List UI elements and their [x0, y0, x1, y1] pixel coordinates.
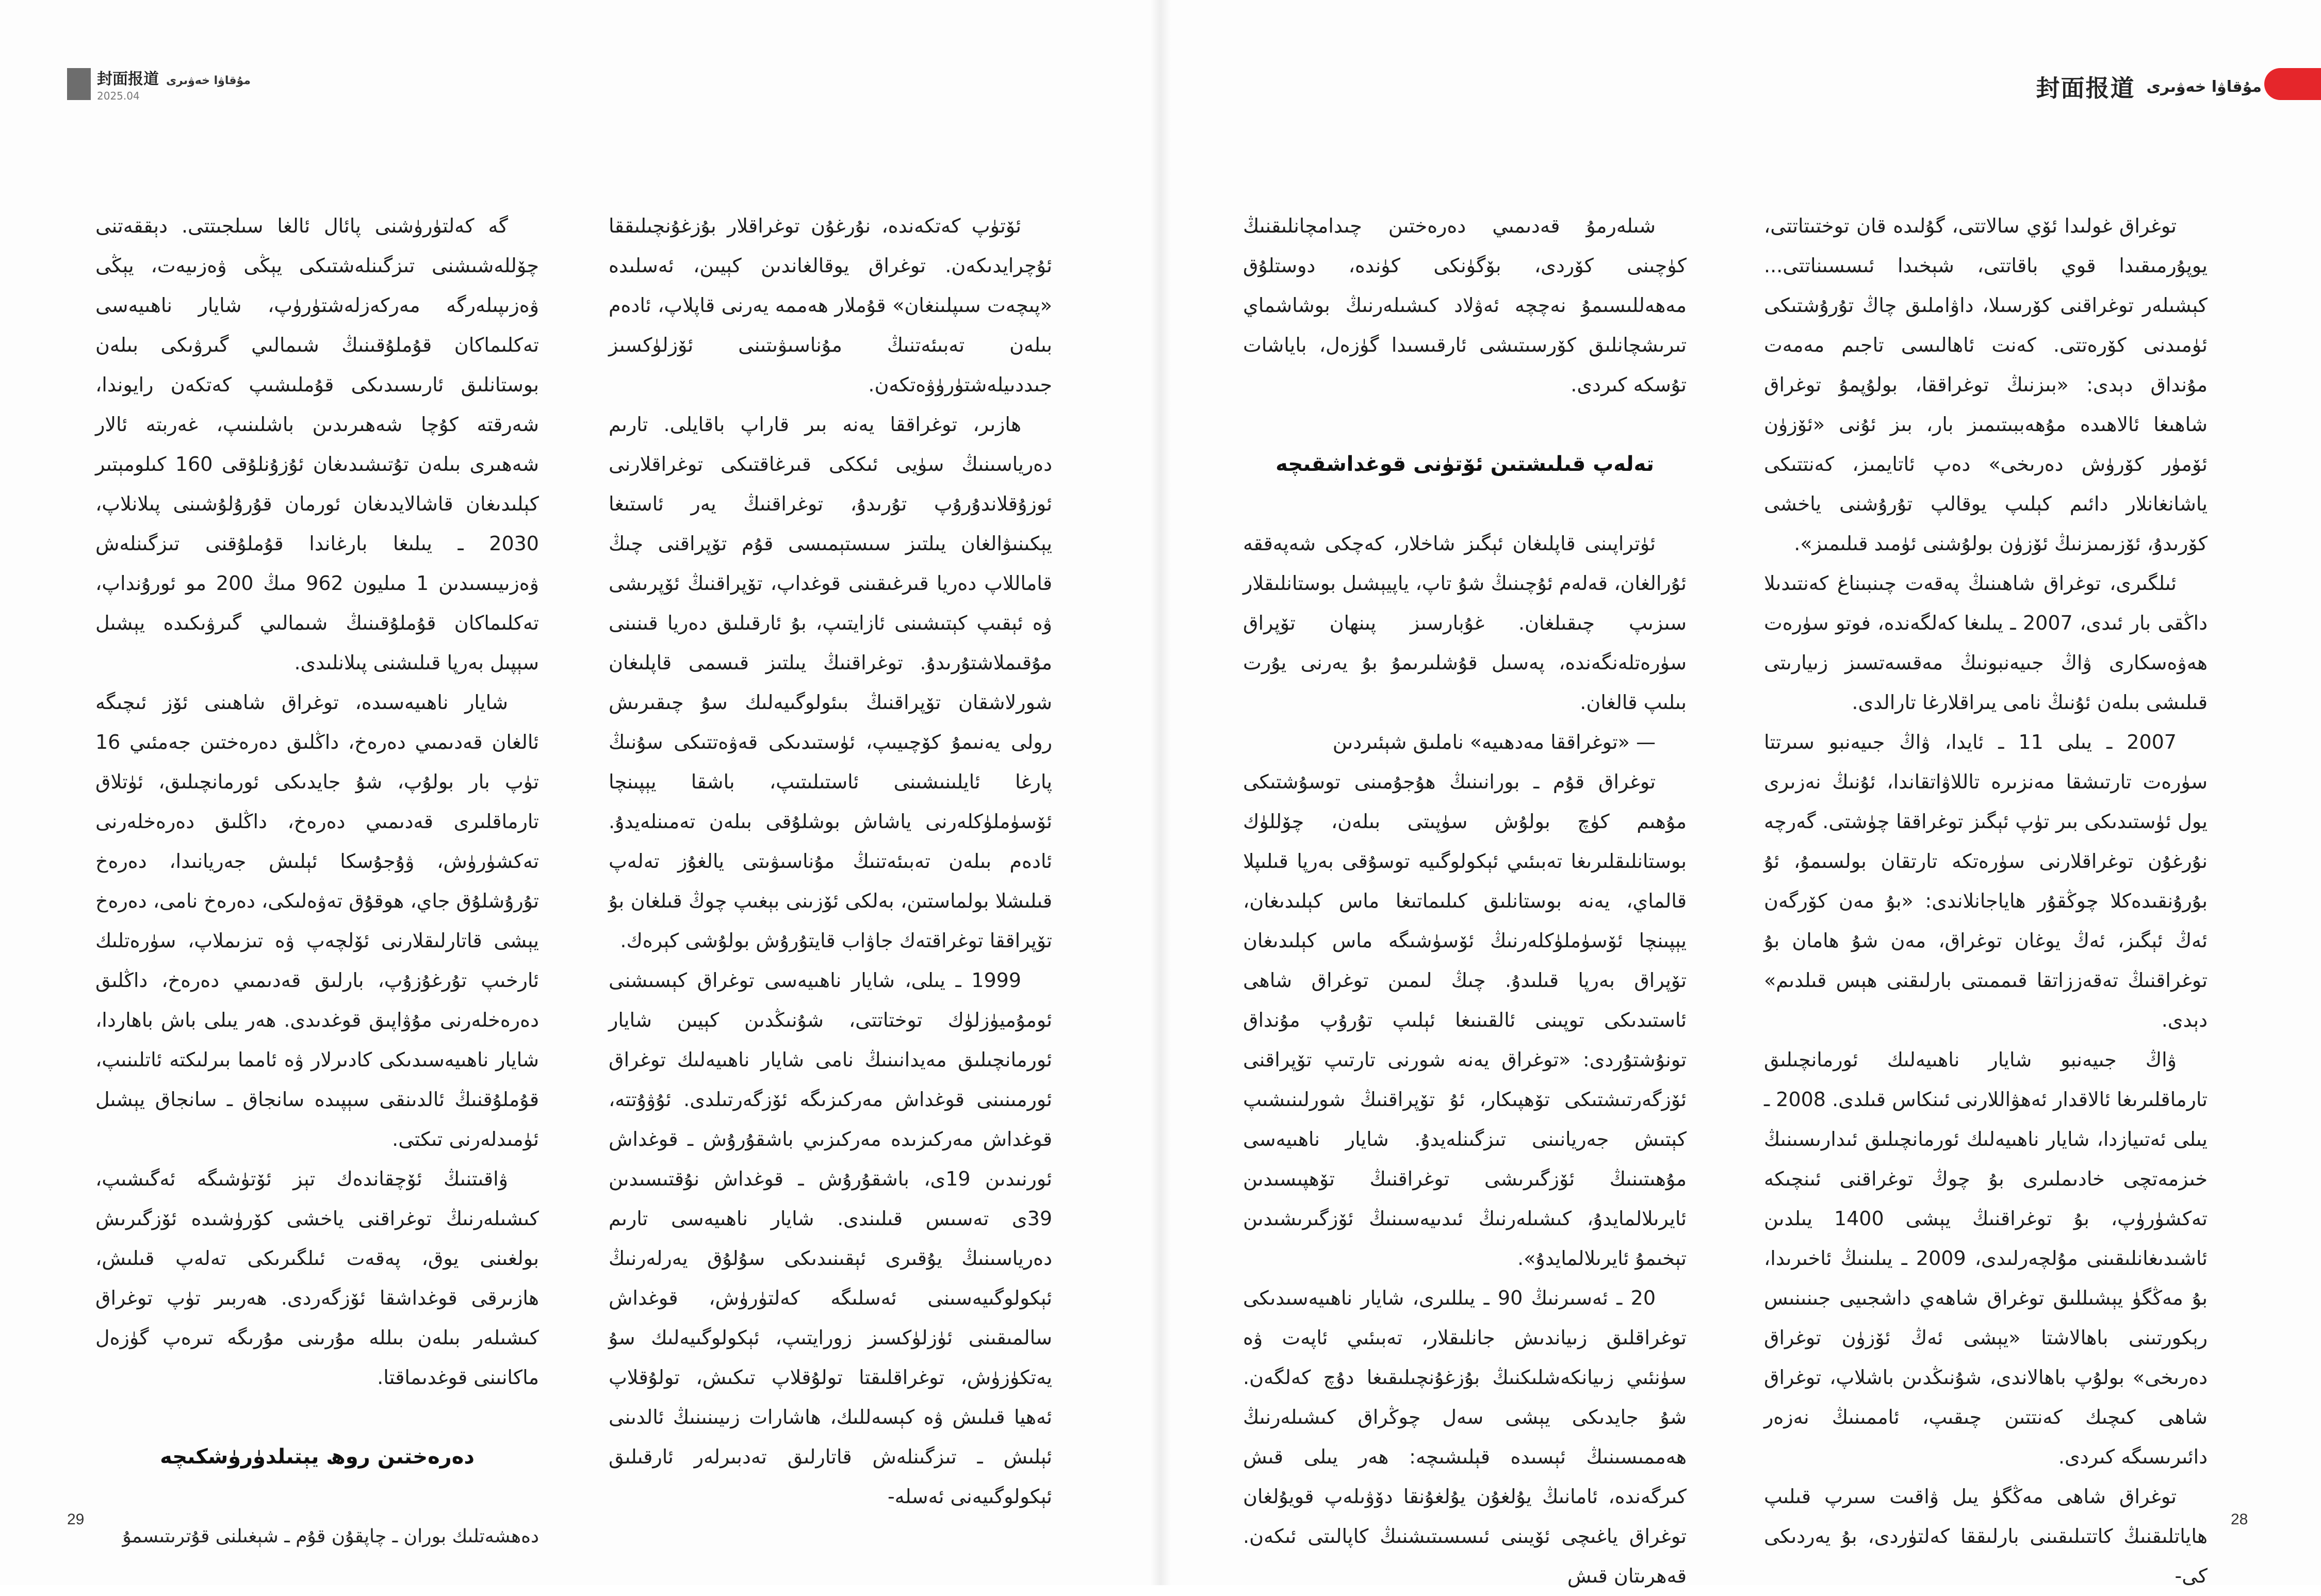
- paragraph: ۋاقىتنىڭ ئۆچقاندەك تېز ئۆتۈشىگە ئەگىشىپ، كىشىلەرنىڭ توغراقنى ياخشى كۆرۈشىدە ئۆزگىرىش بولغىنى يوق، پەقەت ئىلگىرىكى تەلەپ قىلىش، ھازىرقى قوغداشقا ئۆزگەردى. ھەربىر تۈپ توغراق كىشىلەر بىلەن بىللە مۇرىنى مۇرىگە تىرەپ گۈزەل ماكانىنى قوغدىماقتا.: [95, 1167, 539, 1389]
- epigraph-line: دەھشەتلىك بوران ـ چاپقۇن قۇم ـ شېغىلنى قۇترىتىسمۇ: [122, 1526, 539, 1547]
- section-heading: دەرەختىن روھ يېتىلدۈرۈشكىچە: [160, 1445, 475, 1469]
- paragraph: 20 ـ ئەسىرنىڭ 90 ـ يىللىرى، شايار ناھىيەسىدىكى توغراقلىق زىياندىش جانلىقلار، تەبىئىي ئاپەت ۋە سۈنئىي زىيانكەشلىكنىڭ بۇزغۇنچىلىقىغا دۇچ كەلگەن. شۇ جايدىكى يېشى سەل چوڭراق كىشىلەرنىڭ ھەممىسىنىڭ ئېسىدە قېلىشىچە: ھەر يىلى قىش كىرگەندە، ئامانىڭ يۇلغۇن يۇلغۇنقا دۆۋىلەپ قويۇلغان توغراق ياغىچى ئۆيىنى ئىسسىتىشنىڭ كاپالىتى ئىكەن. قەھرىتان قىش: [1243, 1287, 1687, 1587]
- section-heading: تەلەپ قىلىشتىن ئۆتۈنى قوغداشقىچە: [1276, 452, 1654, 476]
- left-header-row: [97, 66, 251, 89]
- paragraph: توغراق شاھى مەڭگۈ يىل ۋاقىت سىرپ قىلىپ ھاياتلىقنىڭ كاتتىلىقىنى بارلىققا كەلتۈردى، بۇ يەردىكى كى-: [1764, 1485, 2208, 1587]
- page-number-right: 28: [2231, 1511, 2248, 1528]
- paragraph: توغراق قۇم ـ بورانىنىڭ ھۇجۇمىنى توسۇشتىكى مۇھىم كۈچ بولۇش سۈپىتى بىلەن، چۆللۈك بوستانلىقلىرىغا تەبىئىي ئېكولوگىيە توسۇقى بەرپا قىلىپلا قالماي، يەنە بوستانلىق كىلىماتىغا ماس كېلىدىغان، يېپىنچا ئۆسۈملۈكلەرنىڭ ئۆسۈشىگە ماس كېلىدىغان تۆپراق بەرپا قىلىدۇ. چىڭ لىمىن توغراق شاھى ئاستىدىكى توپىنى ئالقىنىغا ئېلىپ تۇرۇپ مۇنداق تونۇشتۇردى: «توغراق يەنە شورنى تارتىپ تۆپراقنى ئۆزگەرتىشتىكى تۆھپىكار، ئۇ تۆپراقنىڭ شورلىنىشىپ كېتىش جەريانىنى تىزگىنلەيدۇ. شايار ناھىيەسى مۇھىتىنىڭ ئۆزگىرىشى توغراقنىڭ تۆھپىسىدىن ئايرىلالمايدۇ، كىشىلەرنىڭ ئىدىيەسىنىڭ ئۆزگىرىشىدىن تېخىمۇ ئايرىلالمايدۇ».: [1243, 770, 1687, 1270]
- page-number-left: 29: [67, 1511, 85, 1528]
- magazine-logo: [67, 68, 91, 100]
- right-page-column-2: [1243, 206, 1687, 1587]
- poem-source: — «توغراققا مەدھىيە» ناملىق شېئىردىن: [1332, 731, 1656, 753]
- left-page-header: [67, 66, 251, 102]
- left-page-column-2: [95, 206, 540, 1547]
- header-brand-chinese: 封面报道: [2036, 74, 2135, 102]
- right-page-header: [2036, 66, 2262, 107]
- paragraph: توغراق غولىدا ئۆي سالاتتى، گۇلىدە قان توختىتاتتى، يوپۇرمىقىدا قوي باقاتتى، شېخىدا ئىسسىناتتى... كېشىلەر توغراقنى كۆرسىلا، داۋاملىق چاڭ تۇرۇشتىكى ئۈمىدنى كۆرەتتى. كەنت ئاھالىسى تاجىم مەمەت مۇنداق دېدى: «بىزنىڭ توغراققا، بولۇپمۇ توغراق شاھىغا ئالاھىدە مۇھەببىتىمىز بار، بىز ئۇنى «ئۆزۈن ئۆمۈر كۆرۈش دەرىخى» دەپ ئاتايمىز، كەنتتىكى ياشانغانلار دائىم كېلىپ يوقالپ تۇرۇشنى ياخشى كۆرىدۇ، ئۆزىمىزنىڭ ئۆزۈن بولۇشنى ئۈمىد قىلىمىز».: [1764, 215, 2208, 555]
- header-section-title: مۇقاۋا خەۋىرى: [2146, 77, 2262, 96]
- paragraph: ھازىر، توغراققا يەنە بىر قاراپ باقايلى. تارىم دەرياسىنىڭ سۈيى ئىككى قىرغاقتىكى توغراقلارنى ئوزۇقلاندۇرۇپ تۇرىدۇ، توغراقنىڭ يەر ئاستىغا يېكىنىۋالغان يىلتىز سىستېمىسى قۇم تۆپراقنى چىڭ قاماللاپ دەريا قىرغىقىنى قوغداپ، تۆپراقنىڭ ئۆپرىشى ۋە ئېقىپ كېتىشىنى ئازايتىپ، بۇ ئارقىلىق دەريا قىنىنى مۇقىملاشتۇرىدۇ. توغراقنىڭ يىلتىز قىسمى قاپلىغان شورلاشقان تۆپراقنىڭ بىئولوگىيەلىك سۇ چىقىرىش رولى يەنىمۇ كۆچىيىپ، ئۈستىدىكى قەۋەتتىكى سۇنىڭ پارغا ئايلىنىشىنى ئاستىلىتىپ، باشقا يېپىنچا ئۆسۈملۈكلەرنى ياشاش بوشلۇقى بىلەن تەمىنلەيدۇ. ئادەم بىلەن تەبىئەتنىڭ مۇناسىۋىتى يالغۇز تەلەپ قىلىشلا بولماستىن، بەلكى ئۆزىنى بېغىپ چوڭ قىلغان بۇ تۆپراققا توغراقتەك جاۋاب قايتۇرۇش بولۇشى كېرەك.: [609, 413, 1052, 952]
- paragraph: ئىلگىرى، توغراق شاھىنىڭ پەقەت چىنبىناغ كەنتىدىلا داڭقى بار ئىدى، 2007 ـ يىلىغا كەلگەندە، فوتو سۈرەت ھەۋەسكارى ۋاڭ جىيەنبونىڭ مەقسەتسىز زىيارىتى قىلىشى بىلەن ئۇنىڭ نامى يىراقلارغا تارالدى.: [1764, 572, 2208, 714]
- paragraph: 2007 ـ يىلى 11 ـ ئايدا، ۋاڭ جىيەنبو سىرتتا سۈرەت تارتىشقا مەنزىرە تاللاۋاتقاندا، ئۇنىڭ نەزىرى يول ئۈستىدىكى بىر تۈپ ئېگىز توغراققا چۈشتى. گەرچە نۇرغۇن توغراقلارنى سۈرەتكە تارتقان بولسىمۇ، ئۇ بۇرۇنقىدەكلا چوڭقۇر ھاياجانلاندى: «بۇ مەن كۆرگەن ئەڭ ئېگىز، ئەڭ يوغان توغراق، مەن شۇ ھامان بۇ توغراقنىڭ تەقەززاتقا قىممىتى بارلىقنى ھېس قىلدىم» دېدى.: [1764, 731, 2208, 1031]
- paragraph: ۋاڭ جىيەنبو شايار ناھىيەلىك ئورمانچىلىق تارماقلىرىغا ئالاقدار ئەھۋاللارنى ئىنكاس قىلدى. 2008 ـ يىلى ئەتىيازدا، شايار ناھىيەلىك ئورمانچىلىق ئىدارىسىنىڭ خىزمەتچى خادىملىرى بۇ چوڭ توغراقنى ئىنچىكە تەكشۈرۈپ، بۇ توغراقنىڭ يېشى 1400 يىلدىن ئاشىدىغانلىقىنى مۇلچەرلىدى، 2009 ـ يىلىنىڭ ئاخىرىدا، بۇ مەڭگۈ يېشىللىق توغراق شاھەي داشجىيى جىنىنىس رېكورتىنى باھالاشتا «يېشى ئەڭ ئۆزۈن توغراق دەرىخى» بولۇپ باھالاندى، شۇنىڭدىن باشلاپ، توغراق شاھى كىچىك كەنتتىن چىقىپ، ئاممىنىڭ نەزەر دائىرىسىگە كىردى.: [1764, 1048, 2208, 1468]
- paragraph: 1999 ـ يىلى، شايار ناھىيەسى توغراق كېسىشنى ئومۇميۈزلۈك توختاتتى، شۇنىڭدىن كېيىن شايار ئورمانچىلىق مەيدانىنىڭ نامى شايار ناھىيەلىك توغراق ئورمىنىنى قوغداش مەركىزىگە ئۆزگەرتىلدى. ئۇۋۇتتە، قوغداش مەركىزىدە مەركىزىي باشقۇرۇش ـ قوغداش ئورنىدىن 19ى، باشقۇرۇش ـ قوغداش نۇقتىسىدىن 39ى تەسىس قىلىندى. شايار ناھىيەسى تارىم دەرياسىنىڭ يۇقىرى ئېقىنىدىكى سۇلۇق يەرلەرنىڭ ئېكولوگىيەسىنى ئەسلىگە كەلتۈرۈش، قوغداش سالمىقىنى ئۈزلۈكسىز زورايتىپ، ئېكولوگىيەلىك سۇ يەتكۈزۈش، توغراقلىقتا تولۇقلاپ تىكىش، تولۇقلاپ ئەھيا قىلىش ۋە كېسەللىك، ھاشارات زىيىنىنىڭ ئالدىنى ئېلىش ـ تىزگىنلەش قاتارلىق تەدبىرلەر ئارقىلىق ئېكولوگىيەنى ئەسلە-: [609, 969, 1052, 1508]
- left-header-text: [97, 66, 251, 102]
- poem-paragraph: ئۈتراپىنى قاپلىغان ئېگىز شاخلار، كەچكى شەپەققە ئۇرالغان، قەلەم ئۇچىنىڭ شۇ تاپ، ياپيېشىل بوستانلىقلار سىزىپ چىقىلغان. غۇبارسىز پىنھان تۆپراق سۈرەتلەنگەندە، پەسىل قۇشلىرىمۇ بۇ يەرنى يۇرت بىلىپ قالغان.: [1243, 532, 1687, 714]
- paragraph: شىلەرمۇ قەدىمىي دەرەختىن چىدامچانلىقنىڭ كۈچىنى كۆردى، بۆگۈنكى كۈندە، دوستلۇق مەھەللىسىمۇ نەچچە ئەۋلاد كىشىلەرنىڭ بوشاشماي تىرىشچانلىق كۆرسىتىشى ئارقىسىدا گۈزەل، باياشات تۇسكە كىردى.: [1243, 215, 1687, 396]
- paragraph: ئۆتۈپ كەتكەندە، نۇرغۇن توغراقلار بۇزغۇنچىلىققا ئۇچرايدىكەن. توغراق يوقالغاندىن كېيىن، ئەسلىدە «پىچەت سىپلىنغان» قۇملار ھەممە يەرنى قاپلاپ، ئادەم بىلەن تەبىئەتنىڭ مۇناسىۋىتىنى ئۆزلۈكسىز جىددىيلەشتۈرۈۋەتكەن.: [609, 215, 1052, 396]
- left-page-column-1: [609, 206, 1052, 1508]
- header-brand-chinese: 封面报道: [97, 70, 159, 88]
- issue-date: 2025.04: [97, 90, 140, 102]
- paragraph: شايار ناھىيەسىدە، توغراق شاھىنى ئۆز ئىچىگە ئالغان قەدىمىي دەرەخ، داڭلىق دەرەختىن جەمئىي 16 تۈپ بار بولۇپ، شۇ جايدىكى ئورمانچىلىق، ئۈتلاق تارماقلىرى قەدىمىي دەرەخ، داڭلىق دەرەخلەرنى تەكشۈرۈش، ۋۇجۇسكا ئېلىش جەريانىدا، دەرەخ تۇرۇشلۇق جاي، ھوقۇق تەۋەلىكى، دەرەخ نامى، دەرەخ يېشى قاتارلىقلارنى ئۆلچەپ ۋە تىزىملاپ، سۈرەتلىك ئارخىپ تۇرغۇزۇپ، بارلىق قەدىمىي دەرەخ، داڭلىق دەرەخلەرنى مۇۋاپىق قوغدىدى. ھەر يىلى باش باھاردا، شايار ناھىيەسىدىكى كادىرلار ۋە ئامما بىرلىكتە ئاتلىنىپ، قۇملۇقنىڭ ئالدىنقى سېپىدە سانجاق ـ سانجاق يېشىل ئۈمىدلەرنى تىكتى.: [95, 691, 539, 1150]
- page-gutter: [1150, 0, 1171, 1585]
- section-color-tab: [2264, 68, 2321, 100]
- header-section-title: مۇقاۋا خەۋىرى: [166, 74, 251, 87]
- right-page-column-1: [1764, 206, 2208, 1587]
- paragraph: گە كەلتۈرۈشنى پائال ئالغا سىلجىتتى. دېققەتنى چۆللەشىشنى تىزگىنلەشتىكى يېڭى ۋەزىيەت، يېڭى ۋەزىپىلەرگە مەركەزلەشتۈرۈپ، شايار ناھىيەسى تەكلىماكان قۇملۇقىنىڭ شىمالىي گىرۋىكى بىلەن بوستانلىق ئارىسىدىكى قۇملىشىپ كەتكەن رايوندا، شەرقتە كۇچا شەھىرىدىن باشلىنىپ، غەربتە ئالار شەھىرى بىلەن تۇتىشىدىغان ئۇزۇنلۇقى 160 كىلومېتىر كېلىدىغان قاشالايدىغان ئورمان قۇرۇلۇشىنى پىلانلاپ، 2030 ـ يىلىغا بارغاندا قۇملۇقنى تىزگىنلەش ۋەزىيىسىدىن 1 مىليون 962 مىڭ 200 مو ئورۇنداپ، تەكلىماكان قۇملۇقىنىڭ شىمالىي گىرۋىكىدە يېشىل سېپىل بەرپا قىلىشنى پىلانلىدى.: [95, 215, 540, 674]
